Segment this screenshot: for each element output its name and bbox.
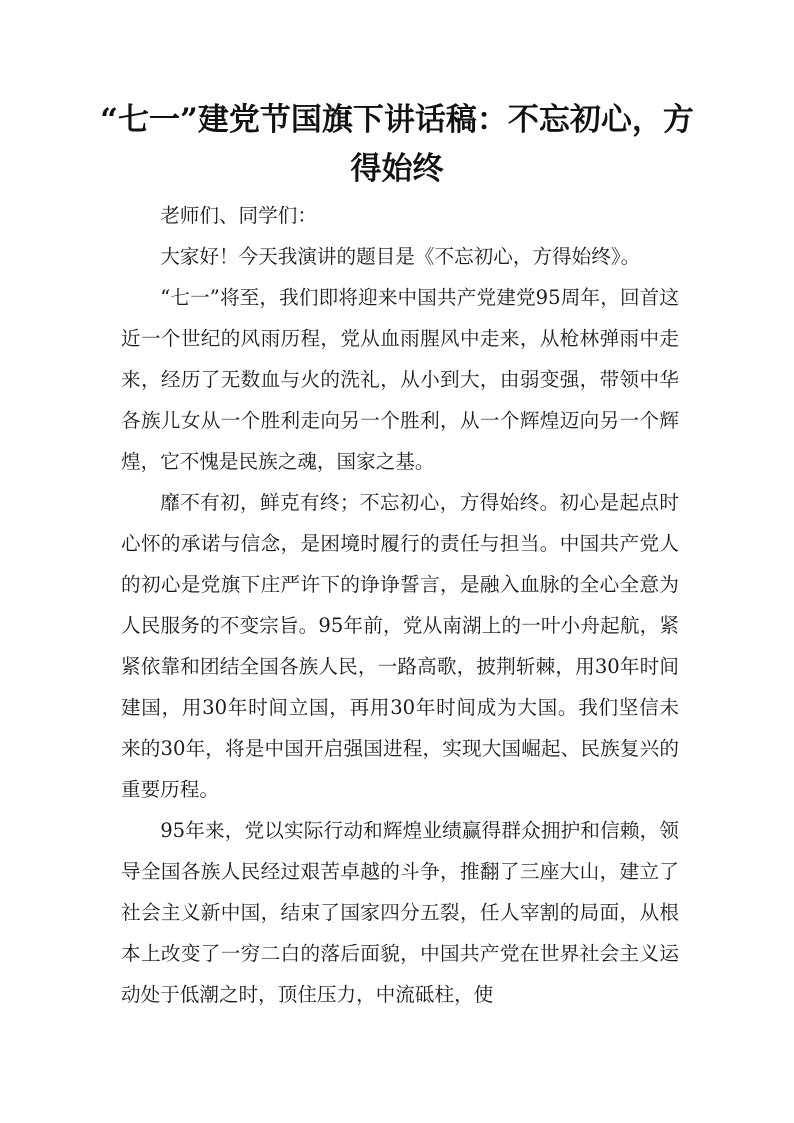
body-paragraph: 95年来，党以实际行动和辉煌业绩赢得群众拥护和信赖，领导全国各族人民经过艰苦卓越的斗争，推翻了三座大山，建立了社会主义新中国，结束了国家四分五裂，任人宰割的局面，从根本上改变了一穷二白的落后面貌，中国共产党在世界社会主义运动处于低潮之时，顶住压力，中流砥柱，使 (121, 819, 679, 1006)
body-paragraph: “七一”将至，我们即将迎来中国共产党建党95周年，回首这近一个世纪的风雨历程，党从血雨腥风中走来，从枪林弹雨中走来，经历了无数血与火的洗礼，从小到大，由弱变强，带领中华各族儿女从一个胜利走向另一个胜利，从一个辉煌迈向另一个辉煌，它不愧是民族之魂，国家之基。 (121, 286, 679, 473)
salutation-paragraph: 老师们、同学们： (160, 204, 317, 227)
document-body (121, 195, 679, 1015)
document-title: “七一”建党节国旗下讲话稿：不忘初心，方得始终 (100, 102, 694, 187)
body-paragraph: 靡不有初，鲜克有终；不忘初心，方得始终。初心是起点时心怀的承诺与信念，是困境时履行的责任与担当。中国共产党人的初心是党旗下庄严许下的诤诤誓言，是融入血脉的全心全意为人民服务的不变宗旨。95年前，党从南湖上的一叶小舟起航，紧紧依靠和团结全国各族人民，一路高歌，披荆斩棘，用30年时间建国，用30年时间立国，再用30年时间成为大国。我们坚信未来的30年，将是中国开启强国进程，实现大国崛起、民族复兴的重要历程。 (121, 491, 679, 801)
greeting-paragraph: 大家好！今天我演讲的题目是《不忘初心，方得始终》。 (160, 245, 641, 268)
